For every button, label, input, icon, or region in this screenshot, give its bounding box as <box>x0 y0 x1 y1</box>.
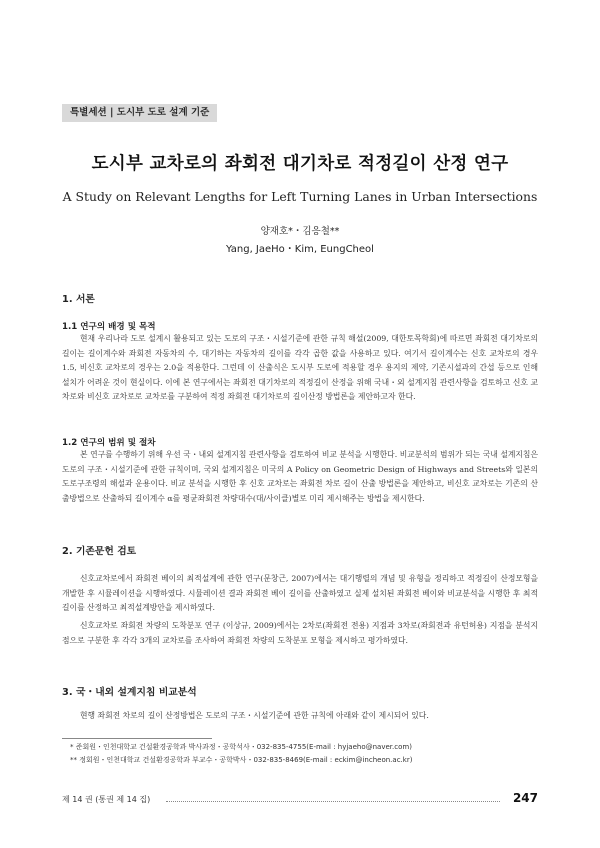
section-3-para-1: 현행 좌회전 차로의 길이 산정방법은 도로의 구조・시설기준에 관한 규칙에 아래와 같이 제시되어 있다. <box>80 711 429 720</box>
section-2-para-1: 신호교차로에서 좌회전 베이의 최적설계에 관한 연구(문창근, 2007)에서는 대기행렬의 개념 및 유형을 정리하고 적정길이 산정모형을 개발한 후 시뮬레이션을 시행하였다. 시뮬레이션 결과 좌회전 베이 길이를 산출하였고 실제 설치된 좌회전 베이와 비교분석을 시행한 후 최적길이를 산정하고 최적설계방안을 제시하였다. <box>62 574 538 612</box>
section-1-2-heading: 1.2 연구의 범위 및 절차 <box>62 438 156 448</box>
authors-korean: 양재호*・김응철** <box>260 226 340 237</box>
section-1-heading: 1. 서론 <box>62 294 95 305</box>
section-1-1-heading: 1.1 연구의 배경 및 목적 <box>62 322 156 332</box>
page-number: 247 <box>512 791 538 805</box>
section-2-heading: 2. 기존문헌 검토 <box>62 546 137 557</box>
authors-english: Yang, JaeHo・Kim, EungCheol <box>226 244 374 255</box>
section-1-1-text: 현재 우리나라 도로 설계시 활용되고 있는 도로의 구조・시설기준에 관한 규칙 해설(2009, 대한토목학회)에 따르면 좌회전 대기차로의 길이는 길이계수와 좌회전 자동차의 수, 대기하는 자동차의 길이를 각각 곱한 값을 사용하고 있다. 여기서 길이계수는 신호 교차로의 경우 1.5, 비신호 교차로의 경우는 2.0을 적용한다. 그런데 이 산출식은 도시부 도로에 적용할 경우 용지의 제약, 기존시설과의 간섭 등으로 인해 설치가 어려운 것이 현실이다. 이에 본 연구에서는 좌회전 대기차로의 적정길이 산정을 위해 국내・외 설계지침 관련사항을 검토하고 신호 교차로와 비신호 교차로로 교차로를 구분하여 적정 좌회전 대기차로의 길이산정 방법론을 제안하고자 한다. <box>62 334 538 401</box>
leader-dots <box>166 801 500 802</box>
title-english: A Study on Relevant Lengths for Left Turning Lanes in Urban Intersections <box>62 189 538 204</box>
section-banner: 특별세션 | 도시부 도로 설계 기준 <box>62 104 217 122</box>
section-3-heading: 3. 국・내외 설계지침 비교분석 <box>62 687 197 698</box>
footnote-2: ** 정회원・인천대학교 건설환경공학과 부교수・공학박사・032-835-8469(E-mail : eckim@incheon.ac.kr) <box>70 756 413 764</box>
footnote-1: * 준회원・인천대학교 건설환경공학과 박사과정・공학석사・032-835-4755(E-mail : hyjaeho@naver.com) <box>70 743 412 751</box>
title-korean: 도시부 교차로의 좌회전 대기차로 적정길이 산정 연구 <box>91 154 509 174</box>
page-footer <box>62 793 538 807</box>
footnote-divider <box>62 738 212 739</box>
volume-label: 제 14 권 (통권 제 14 집) <box>62 795 151 804</box>
section-2-para-2: 신호교차로 좌회전 차량의 도착분포 연구 (이상규, 2009)에서는 2차로(좌회전 전용) 지점과 3차로(좌회전과 유턴허용) 지점을 분석지점으로 구분한 후 각각 3개의 교차로를 조사하여 좌회전 차량의 도착분포 모형을 제시하고 평가하였다. <box>62 621 538 645</box>
section-1-2-text: 본 연구를 수행하기 위해 우선 국・내외 설계지침 관련사항을 검토하여 비교 분석을 시행한다. 비교분석의 범위가 되는 국내 설계지침은 도로의 구조・시설기준에 관한 규칙이며, 국외 설계지침은 미국의 A Policy on Geometric Design of Highways and Streets와 일본의 도로구조령의 해설과 운용이다. 비교 분석을 시행한 후 신호 교차로는 좌회전 차로 길이 산출 방법론을 제안하고, 비신호 교차로는 기존의 산출방법으로 산출하되 길이계수 α를 평균좌회전 차량대수(대/사이클)별로 미리 제시해주는 방법을 제시한다. <box>62 450 538 503</box>
